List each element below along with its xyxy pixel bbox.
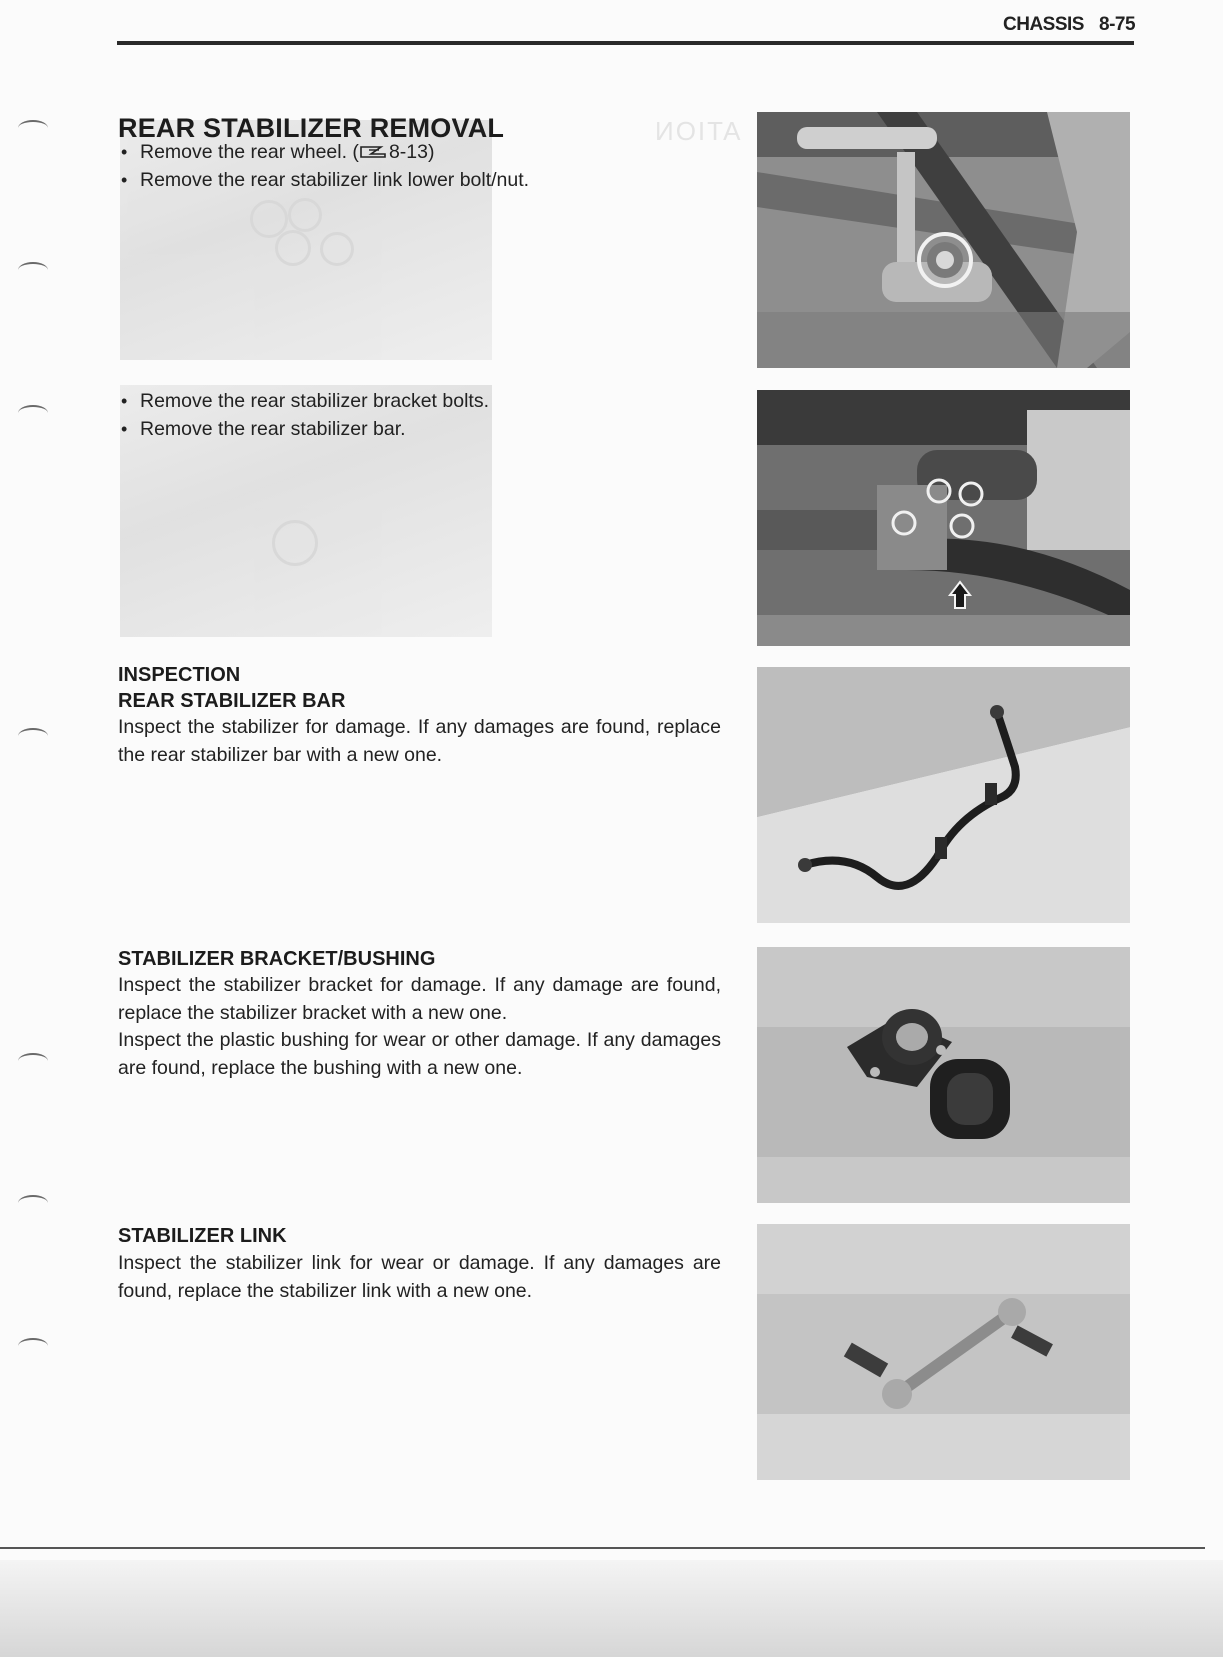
step-remove-stabilizer-bar: • Remove the rear stabilizer bar. [118,415,489,443]
photo-bracket-bushing [757,947,1130,1203]
rear-stabilizer-bar-text: Inspect the stabilizer for damage. If any damages are found, replace the rear stabilizer bar with a new one. [118,716,721,766]
photo-stabilizer-link [757,1224,1130,1480]
section-title-removal: REAR STABILIZER REMOVAL [118,113,505,143]
stabilizer-link-text: Inspect the stabilizer link for wear or damage. If any damages are found, replace the stabilizer link with a new one. [118,1252,721,1302]
bracket-bushing-heading: STABILIZER BRACKET/BUSHING [118,948,436,970]
binder-mark [18,1338,48,1354]
bushing-text: Inspect the plastic bushing for wear or other damage. If any damages are found, replace the bushing with a new one. [118,1029,721,1079]
step-remove-wheel: • Remove the rear wheel. ( 8-13) [118,138,529,166]
binder-mark [18,1195,48,1211]
photo-link-lower-bolt [757,112,1130,368]
bottom-rule [0,1547,1205,1549]
header-section-label: CHASSIS [1003,14,1084,35]
photo-stabilizer-bar [757,667,1130,923]
header-rule [117,41,1134,45]
page-number: 8-75 [1099,14,1136,35]
binder-mark [18,728,48,744]
binder-mark [18,262,48,278]
step-remove-bracket-bolts: • Remove the rear stabilizer bracket bolts. [118,387,489,415]
scan-shadow [0,1560,1223,1657]
binder-mark [18,1053,48,1069]
rear-stabilizer-bar-heading: REAR STABILIZER BAR [118,690,346,712]
step-remove-link-bolt: • Remove the rear stabilizer link lower bolt/nut. [118,166,529,194]
photo-bracket-bolts [757,390,1130,646]
reference-pointer-icon [359,144,389,159]
removal-steps-2 [118,387,489,443]
show-through-text: ИOITA [655,116,743,146]
binder-mark [18,120,48,136]
stabilizer-link-heading: STABILIZER LINK [118,1225,287,1247]
removal-steps-1 [118,138,529,194]
binder-mark [18,405,48,421]
inspection-heading: INSPECTION [118,664,241,686]
bracket-text: Inspect the stabilizer bracket for damage. If any damage are found, replace the stabilizer bracket with a new one. [118,974,721,1024]
